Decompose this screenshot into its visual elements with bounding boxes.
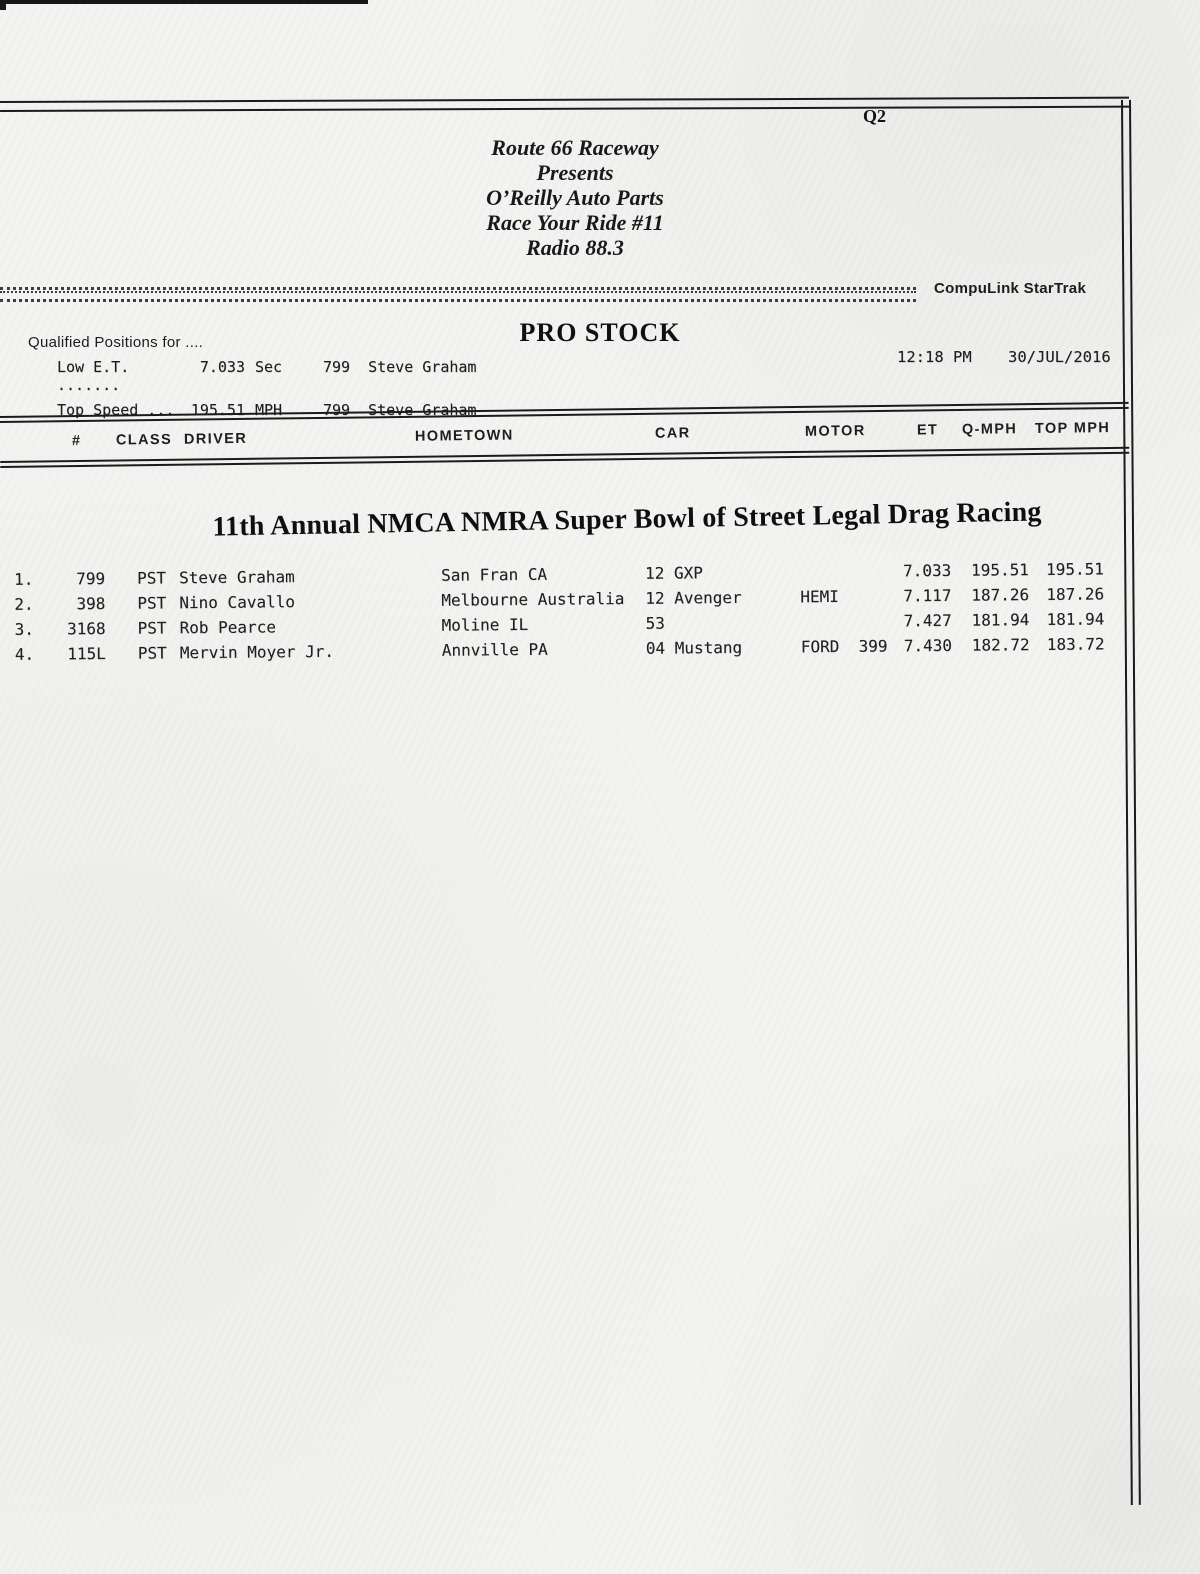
event-header-line: Route 66 Raceway (491, 135, 659, 160)
column-header-et: ET (916, 422, 939, 439)
event-header (0, 135, 1150, 260)
row-topmph: 195.51 (1045, 559, 1104, 579)
top-speed-label: Top Speed ... (57, 401, 175, 419)
column-header-qmph: Q-MPH (961, 421, 1018, 438)
row-position: 3. (14, 619, 34, 639)
column-header-number: # (71, 432, 82, 450)
row-driver: Steve Graham (179, 567, 295, 588)
row-et: 7.117 (903, 585, 952, 606)
low-et-label: Low E.T. ....... (57, 358, 130, 394)
row-car-number: 3168 (66, 618, 106, 639)
row-topmph: 183.72 (1046, 634, 1105, 654)
row-car: 53 (645, 613, 665, 633)
row-et: 7.427 (903, 610, 952, 631)
top-speed-car-number: 799 (323, 401, 351, 419)
row-hometown: Melbourne Australia (441, 589, 625, 610)
event-header-line: O’Reilly Auto Parts (486, 185, 664, 210)
row-et: 7.430 (903, 635, 953, 656)
row-car-number: 115L (67, 643, 106, 664)
row-topmph: 187.26 (1046, 584, 1105, 604)
row-hometown: Annville PA (441, 639, 548, 660)
column-header-car: CAR (654, 425, 691, 442)
row-driver: Mervin Moyer Jr. (179, 641, 335, 663)
low-et-line (57, 358, 476, 394)
low-et-value: 7.033 (199, 358, 245, 376)
right-double-rule (1121, 100, 1141, 1505)
qualified-positions-block (28, 334, 476, 419)
row-class: PST (137, 568, 167, 588)
print-time: 12:18 PM (897, 348, 972, 366)
row-car: 12 GXP (644, 563, 703, 583)
column-header-motor: MOTOR (804, 423, 866, 440)
row-position: 4. (14, 644, 35, 664)
row-car-number: 799 (76, 568, 106, 589)
row-position: 2. (14, 594, 34, 614)
timestamp (897, 348, 1111, 366)
class-title: PRO STOCK (519, 318, 681, 347)
column-header-topmph: TOP MPH (1034, 420, 1111, 437)
row-class: PST (137, 618, 167, 638)
row-qmph: 181.94 (971, 610, 1030, 630)
results-rows (0, 557, 1130, 668)
qualified-heading: Qualified Positions for .... (28, 334, 204, 351)
event-header-line: Radio 88.3 (526, 235, 624, 260)
row-car-number: 398 (76, 593, 106, 614)
row-driver: Rob Pearce (179, 617, 276, 638)
scan-edge-artifact (0, 0, 6, 10)
row-qmph: 195.51 (970, 560, 1029, 580)
row-driver: Nino Cavallo (179, 592, 296, 613)
top-speed-unit: MPH (255, 401, 283, 419)
row-motor: FORD 399 (800, 636, 888, 657)
row-class: PST (137, 593, 167, 613)
row-motor: HEMI (800, 586, 839, 607)
low-et-unit: Sec (255, 358, 283, 376)
dotted-divider (0, 287, 916, 302)
dotted-divider-row (0, 291, 916, 293)
row-hometown: San Fran CA (440, 564, 548, 585)
top-speed-driver: Steve Graham (368, 401, 477, 419)
row-hometown: Moline IL (441, 614, 529, 635)
top-double-rule (0, 97, 1129, 112)
row-qmph: 182.72 (971, 635, 1030, 655)
column-header-class: CLASS (115, 431, 173, 449)
print-date: 30/JUL/2016 (1008, 348, 1111, 366)
row-topmph: 181.94 (1046, 609, 1105, 629)
low-et-driver: Steve Graham (368, 358, 477, 376)
scan-edge-artifact (0, 0, 368, 4)
row-car: 04 Mustang (645, 637, 743, 658)
row-car: 12 Avenger (645, 587, 742, 608)
top-speed-value: 195.51 (190, 401, 245, 419)
timing-system-brand: CompuLink StarTrak (934, 280, 1087, 297)
low-et-car-number: 799 (323, 358, 351, 376)
row-position: 1. (14, 569, 34, 589)
event-header-line: Race Your Ride #11 (486, 210, 664, 235)
event-title: 11th Annual NMCA NMRA Super Bowl of Street Legal Drag Racing (212, 496, 1042, 543)
column-header-driver: DRIVER (183, 430, 248, 448)
row-class: PST (137, 643, 167, 663)
event-header-line: Presents (536, 160, 614, 185)
session-label: Q2 (863, 106, 887, 126)
row-et: 7.033 (902, 560, 952, 581)
column-header-hometown: HOMETOWN (414, 427, 514, 445)
row-qmph: 187.26 (971, 585, 1030, 605)
